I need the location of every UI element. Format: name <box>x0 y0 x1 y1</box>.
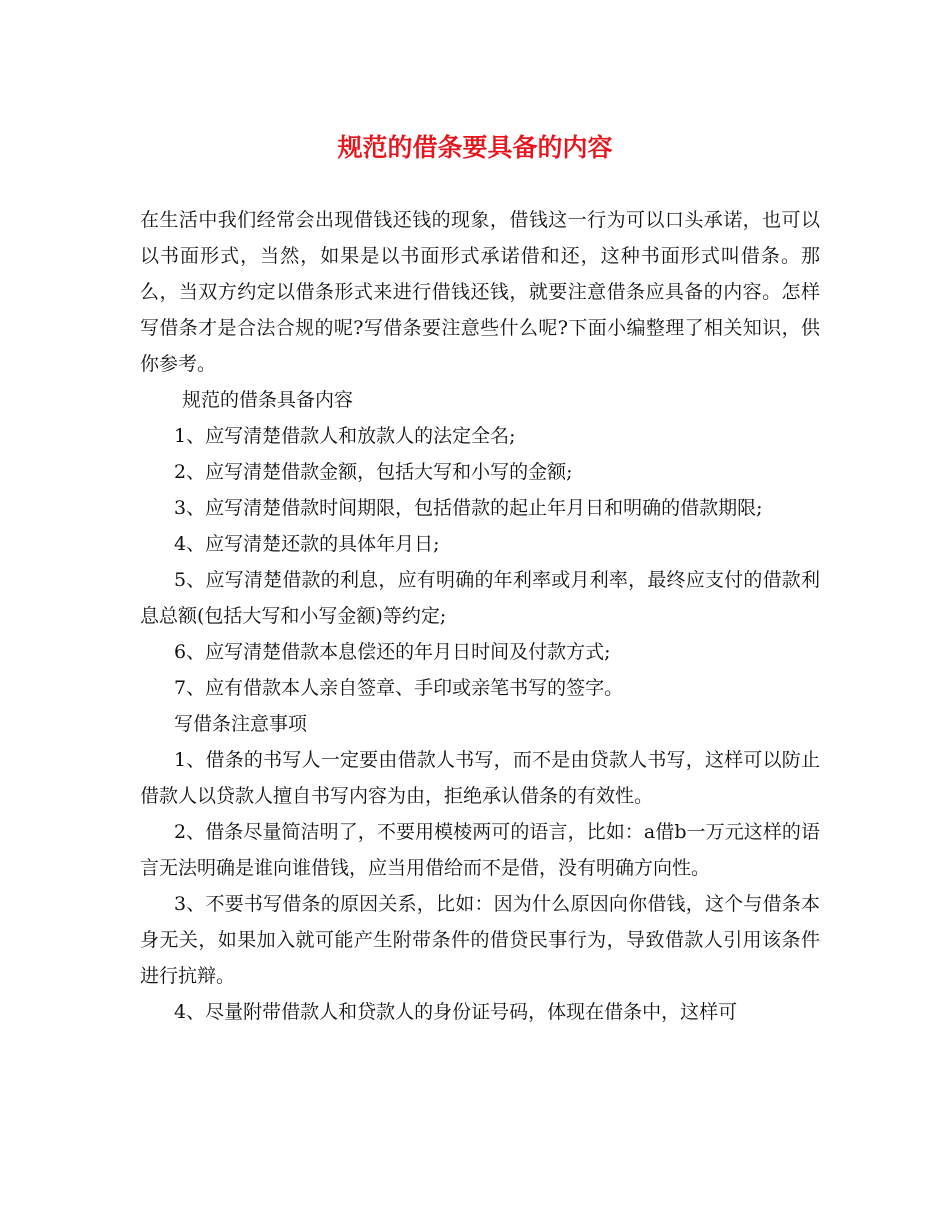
note-item: 4、尽量附带借款人和贷款人的身份证号码，体现在借条中，这样可 <box>174 1001 738 1023</box>
requirement-item: 3、应写清楚借款时间期限，包括借款的起止年月日和明确的借款期限; <box>174 497 763 519</box>
note-item: 1、借条的书写人一定要由借款人书写，而不是由贷款人书写，这样可以防止借款人以贷款人擅自书写内容为由，拒绝承认借条的有效性。 <box>140 749 820 807</box>
requirement-item: 1、应写清楚借款人和放款人的法定全名; <box>174 425 516 447</box>
requirement-item: 2、应写清楚借款金额，包括大写和小写的金额; <box>174 461 573 483</box>
note-item: 3、不要书写借条的原因关系，比如：因为什么原因向你借钱，这个与借条本身无关，如果加入就可能产生附带条件的借贷民事行为，导致借款人引用该条件进行抗辩。 <box>140 893 820 987</box>
requirement-item: 6、应写清楚借款本息偿还的年月日时间及付款方式; <box>174 641 611 663</box>
section-heading-notes: 写借条注意事项 <box>174 713 308 735</box>
document-body <box>140 202 820 1030</box>
requirement-item: 5、应写清楚借款的利息，应有明确的年利率或月利率，最终应支付的借款利息总额(包括大写和小写金额)等约定; <box>140 569 820 627</box>
intro-paragraph: 在生活中我们经常会出现借钱还钱的现象，借钱这一行为可以口头承诺，也可以以书面形式，当然，如果是以书面形式承诺借和还，这种书面形式叫借条。那么，当双方约定以借条形式来进行借钱还钱，就要注意借条应具备的内容。怎样写借条才是合法合规的呢?写借条要注意些什么呢?下面小编整理了相关知识，供你参考。 <box>140 209 820 375</box>
requirement-item: 4、应写清楚还款的具体年月日; <box>174 533 440 555</box>
note-item: 2、借条尽量简洁明了，不要用模棱两可的语言，比如：a借b一万元这样的语言无法明确是谁向谁借钱，应当用借给而不是借，没有明确方向性。 <box>140 821 820 879</box>
requirement-item: 7、应有借款本人亲自签章、手印或亲笔书写的签字。 <box>174 677 624 699</box>
document-title: 规范的借条要具备的内容 <box>337 133 613 162</box>
section-heading-requirements: 规范的借条具备内容 <box>182 389 354 411</box>
